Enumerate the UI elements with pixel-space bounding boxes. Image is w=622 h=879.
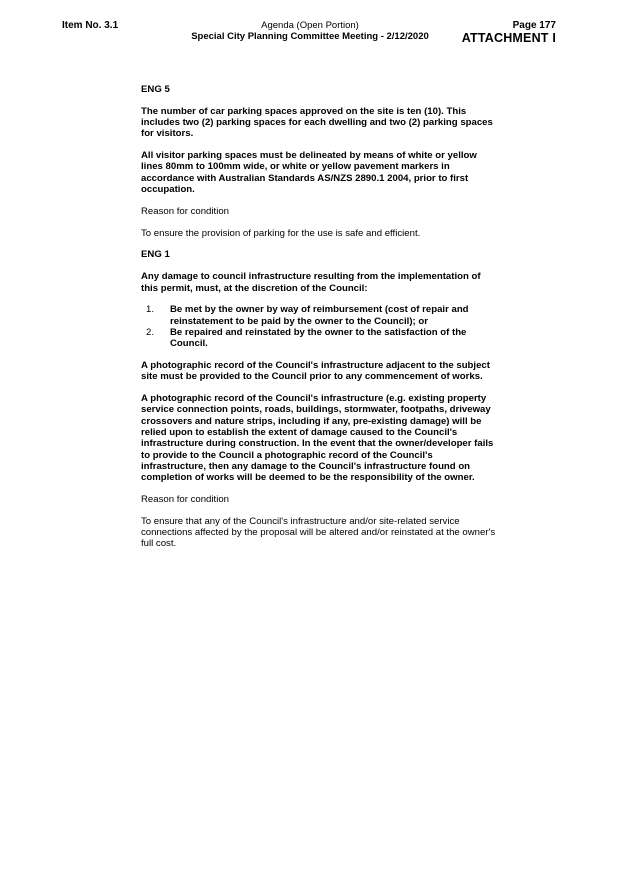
- list-item-text: Be repaired and reinstated by the owner to the satisfaction of the Council.: [170, 326, 467, 350]
- eng1-heading: ENG 1: [141, 249, 170, 261]
- eng5-reason-text: To ensure the provision of parking for the use is safe and efficient.: [141, 227, 421, 239]
- list-item: [141, 327, 497, 350]
- eng1-reason-label: Reason for condition: [141, 494, 229, 506]
- page-info: [462, 20, 556, 45]
- list-item-number: 1.: [146, 304, 155, 316]
- page-number: Page 177: [512, 20, 556, 31]
- eng1-conditions-list: [141, 304, 497, 349]
- eng5-heading: ENG 5: [141, 84, 170, 95]
- list-item-number: 2.: [146, 326, 155, 338]
- eng1-reason-text: To ensure that any of the Council's infrastructure and/or site-related service connections affected by the proposal will be altered and/or reinstated at the owner's full cost.: [141, 515, 496, 550]
- document-body: [141, 84, 497, 560]
- meeting-name: Special City Planning Committee Meeting - 2/12/2020: [191, 31, 429, 42]
- page-header: [0, 0, 622, 50]
- eng1-photo-record-paragraph: A photographic record of the Council's infrastructure adjacent to the subject site must be provided to the Council prior to any commencement of works.: [141, 360, 490, 383]
- eng1-damage-paragraph: A photographic record of the Council's infrastructure (e.g. existing property service connection points, roads, buildings, stormwater, footpaths, driveway crossovers and nature strips, including if any, pre-existing damage) will be relied upon to establish the extent of damage caused to the Council's infrastructure during construction. In the event that the owner/developer fails to provide to the Council a photographic record of the Council's infrastructure, then any damage to the Council's infrastructure found on completion of works will be deemed to be the responsibility of the owner.: [141, 393, 494, 484]
- list-item: [141, 304, 497, 327]
- item-number: Item No. 3.1: [62, 20, 119, 31]
- list-item-text: Be met by the owner by way of reimbursement (cost of repair and reinstatement to be paid by the owner to the Council); or: [170, 304, 469, 327]
- eng5-reason-label: Reason for condition: [141, 205, 229, 217]
- eng5-parking-paragraph: The number of car parking spaces approved on the site is ten (10). This includes two (2) parking spaces for each dwelling and two (2) parking spaces for visitors.: [141, 105, 493, 140]
- meeting-title: [150, 20, 470, 42]
- attachment-label: ATTACHMENT I: [461, 31, 556, 45]
- eng5-visitor-paragraph: All visitor parking spaces must be delineated by means of white or yellow lines 80mm to 100mm wide, or white or yellow pavement markers in accordance with Australian Standards AS/NZS 2890.1 2004, prior to first occupation.: [141, 150, 477, 196]
- eng1-intro-paragraph: Any damage to council infrastructure resulting from the implementation of this permit, must, at the discretion of the Council:: [141, 271, 481, 294]
- agenda-label: Agenda (Open Portion): [261, 20, 359, 31]
